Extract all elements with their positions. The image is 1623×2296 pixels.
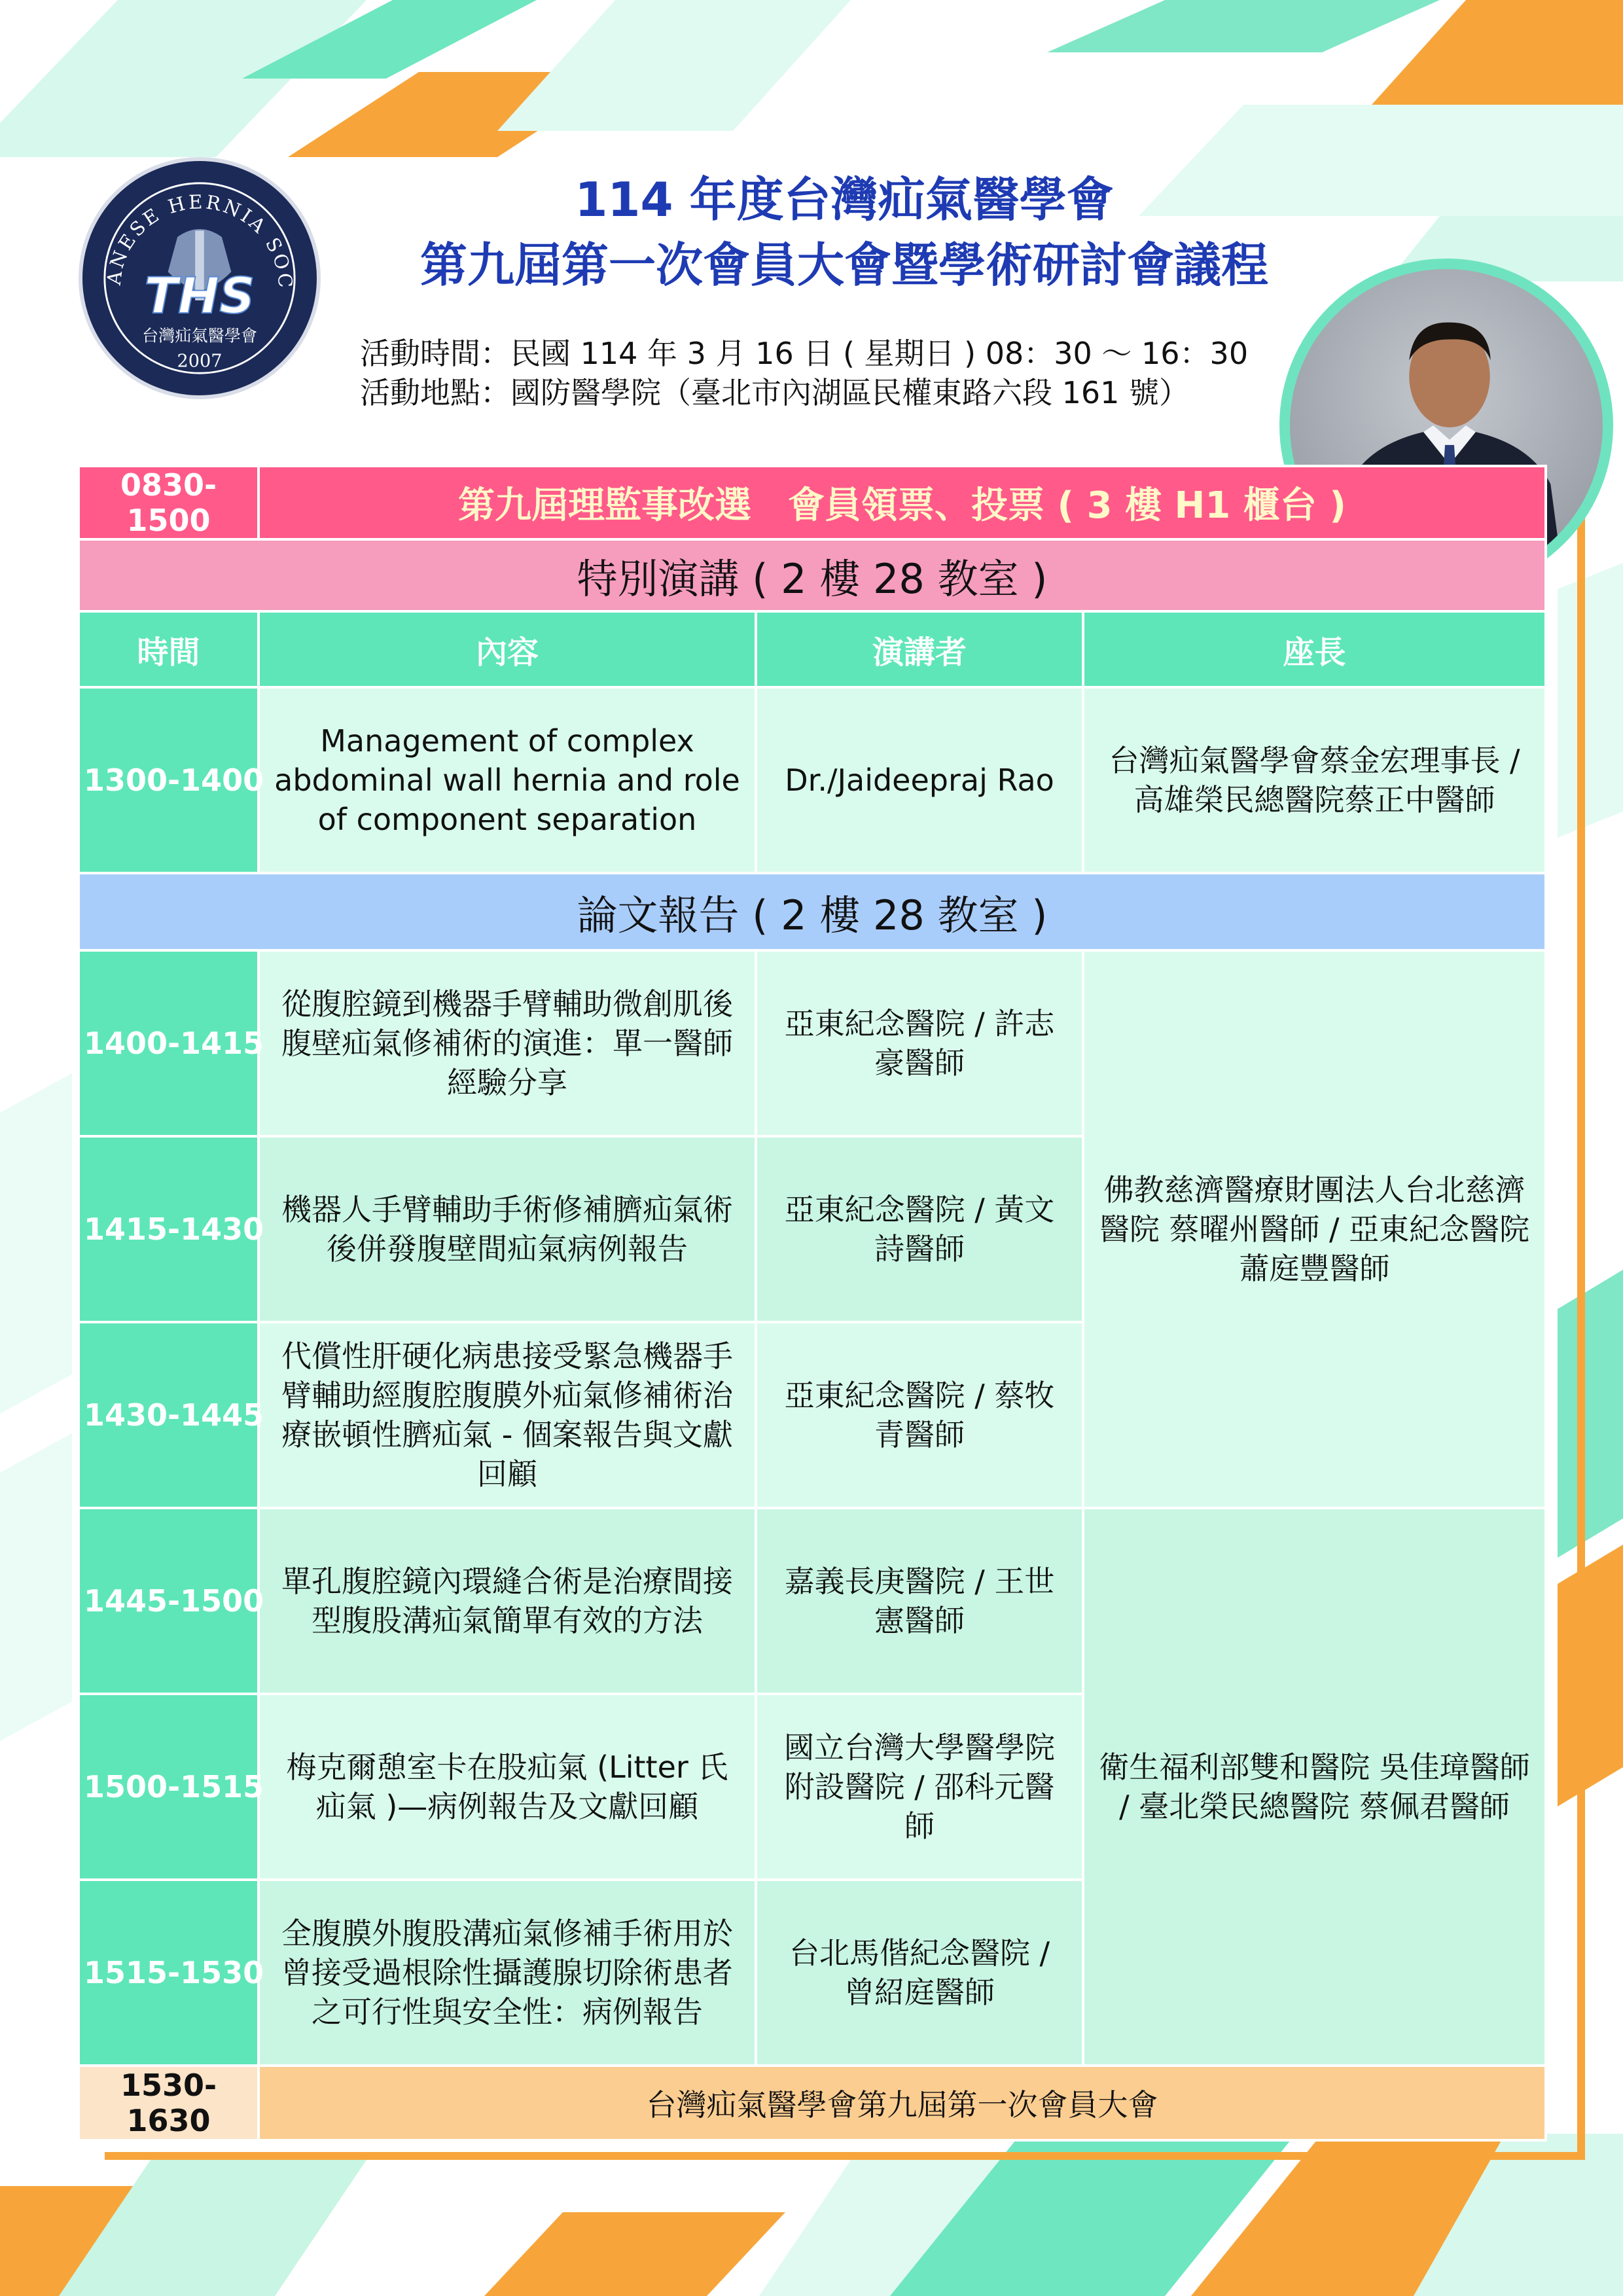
paper-time: 1430-1445 <box>79 1322 259 1508</box>
event-time: 活動時間：民國 114 年 3 月 16 日 ( 星期日 ) 08：30 ～ 16：30 <box>360 336 1249 371</box>
header-chair: 座長 <box>1083 611 1546 687</box>
paper-time: 1515-1530 <box>79 1880 259 2066</box>
paper-time: 1415-1430 <box>79 1136 259 1322</box>
header-content: 內容 <box>259 611 756 687</box>
election-time: 0830-1500 <box>79 466 259 539</box>
paper-speaker: 嘉義長庚醫院 / 王世憲醫師 <box>756 1508 1083 1694</box>
special-lecture-chair: 台灣疝氣醫學會蔡金宏理事長 / 高雄榮民總醫院蔡正中醫師 <box>1083 687 1546 873</box>
special-lecture-speaker: Dr./Jaideepraj Rao <box>756 687 1083 873</box>
paper-speaker: 國立台灣大學醫學院附設醫院 / 邵科元醫師 <box>756 1694 1083 1880</box>
society-logo <box>79 157 321 399</box>
assembly-time: 1530-1630 <box>79 2066 259 2140</box>
paper-content: 單孔腹腔鏡內環縫合術是治療間接型腹股溝疝氣簡單有效的方法 <box>259 1508 756 1694</box>
event-location: 活動地點：國防醫學院（臺北市內湖區民權東路六段 161 號） <box>360 375 1190 410</box>
agenda-table <box>77 465 1547 2142</box>
special-lecture-header-row <box>79 539 1546 611</box>
assembly-text: 台灣疝氣醫學會第九屆第一次會員大會 <box>259 2066 1546 2140</box>
paper-content: 從腹腔鏡到機器手臂輔助微創肌後腹壁疝氣修補術的演進：單一醫師經驗分享 <box>259 950 756 1136</box>
special-lecture-row <box>79 687 1546 873</box>
logo-chinese-name: 台灣疝氣醫學會 <box>142 326 257 346</box>
column-header-row <box>79 611 1546 687</box>
paper-speaker: 亞東紀念醫院 / 黃文詩醫師 <box>756 1136 1083 1322</box>
title-line-1: 114 年度台灣疝氣醫學會 <box>575 172 1114 227</box>
paper-section-title: 論文報告 ( 2 樓 28 教室 ) <box>79 873 1546 950</box>
logo-abbr: THS <box>144 267 255 325</box>
paper-time: 1500-1515 <box>79 1694 259 1880</box>
paper-content: 代償性肝硬化病患接受緊急機器手臂輔助經腹腔腹膜外疝氣修補術治療嵌頓性臍疝氣 - 個案報告與文獻回顧 <box>259 1322 756 1508</box>
table-row <box>79 950 1546 1136</box>
election-text: 第九屆理監事改選 會員領票、投票 ( 3 樓 H1 櫃台 ) <box>259 466 1546 539</box>
special-lecture-time: 1300-1400 <box>79 687 259 873</box>
paper-speaker: 亞東紀念醫院 / 許志豪醫師 <box>756 950 1083 1136</box>
logo-year: 2007 <box>177 351 223 372</box>
special-lecture-content: Management of complex abdominal wall hernia and role of component separation <box>259 687 756 873</box>
paper-time: 1445-1500 <box>79 1508 259 1694</box>
paper-chair-1: 佛教慈濟醫療財團法人台北慈濟醫院 蔡曜州醫師 / 亞東紀念醫院蕭庭豐醫師 <box>1083 950 1546 1508</box>
special-lecture-title: 特別演講 ( 2 樓 28 教室 ) <box>79 539 1546 611</box>
paper-time: 1400-1415 <box>79 950 259 1136</box>
header-time: 時間 <box>79 611 259 687</box>
header-speaker: 演講者 <box>756 611 1083 687</box>
paper-content: 梅克爾憩室卡在股疝氣 (Litter 氏疝氣 )—病例報告及文獻回顧 <box>259 1694 756 1880</box>
logo-ring-text: ANESE HERNIA SOC <box>102 190 297 291</box>
paper-section-header-row <box>79 873 1546 950</box>
paper-speaker: 亞東紀念醫院 / 蔡牧青醫師 <box>756 1322 1083 1508</box>
title-line-2: 第九屆第一次會員大會暨學術研討會議程 <box>419 238 1268 293</box>
paper-content: 全腹膜外腹股溝疝氣修補手術用於曾接受過根除性攝護腺切除術患者之可行性與安全性：病例報告 <box>259 1880 756 2066</box>
paper-speaker: 台北馬偕紀念醫院 / 曾紹庭醫師 <box>756 1880 1083 2066</box>
paper-chair-2: 衛生福利部雙和醫院 吳佳璋醫師 / 臺北榮民總醫院 蔡佩君醫師 <box>1083 1508 1546 2066</box>
assembly-row <box>79 2066 1546 2140</box>
election-row <box>79 466 1546 539</box>
table-row <box>79 1508 1546 1694</box>
paper-content: 機器人手臂輔助手術修補臍疝氣術後併發腹壁間疝氣病例報告 <box>259 1136 756 1322</box>
